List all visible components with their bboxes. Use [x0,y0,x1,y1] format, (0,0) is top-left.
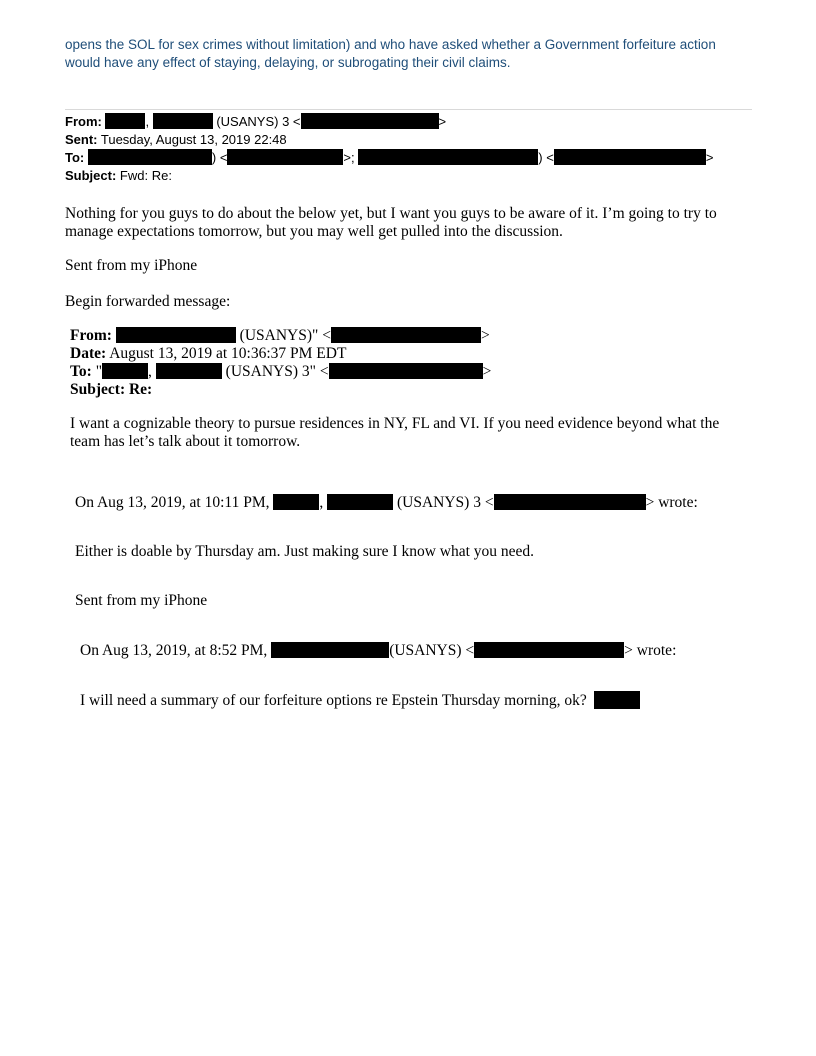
redaction [273,494,319,510]
redaction [271,642,389,658]
reply2-prefix: On Aug 13, 2019, at 8:52 PM, [80,642,268,659]
header-subject-row [65,167,172,185]
fwd-to-label: To: [70,363,92,380]
fwd-date-label: Date: [70,345,107,362]
subject-value: Fwd: Re: [119,168,172,183]
fwd-body-line-2: team has let’s talk about it tomorrow. [70,433,301,450]
from-label: From: [65,114,102,129]
reply1-sep: , [319,494,324,511]
body-line-1: Nothing for you guys to do about the below yet, but I want you guys to be aware of it. I’m going to try to [65,205,717,222]
header-to-row [65,149,713,167]
to-part-1: ) < [211,150,228,165]
redaction [474,642,624,658]
intro-line-2: would have any effect of staying, delaying, or subrogating their civil claims. [65,55,511,70]
body-line-2: manage expectations tomorrow, but you may well get pulled into the discussion. [65,223,563,240]
sent-value: Tuesday, August 13, 2019 22:48 [100,132,287,147]
redaction [594,691,640,709]
fwd-from-label: From: [70,327,112,344]
to-part-2: >; [343,150,355,165]
redaction [227,149,343,165]
redaction [329,363,483,379]
redaction [102,363,148,379]
redaction [327,494,393,510]
reply1-wrote: > wrote: [645,494,698,511]
fwd-to-suffix: (USANYS) 3" < [225,363,329,380]
from-sep: , [145,114,150,129]
header-from-row [65,113,446,131]
reply2-text: I will need a summary of our forfeiture options re Epstein Thursday morning, ok? [80,692,587,709]
fwd-from-end: > [480,327,490,344]
intro-line-1: opens the SOL for sex crimes without limitation) and who have asked whether a Government forfeiture action [65,37,716,52]
redaction [105,113,145,129]
begin-forwarded: Begin forwarded message: [65,293,231,310]
fwd-to-quote: " [95,363,103,380]
redaction [156,363,222,379]
reply1-header [75,494,698,512]
fwd-body-line-1: I want a cognizable theory to pursue residences in NY, FL and VI. If you need evidence beyond what the [70,415,720,432]
redaction [331,327,481,343]
reply2-suffix: (USANYS) < [389,642,475,659]
fwd-date-value: August 13, 2019 at 10:36:37 PM EDT [109,345,347,362]
fwd-subject-row [70,381,152,399]
redaction [153,113,213,129]
header-sent-row [65,131,287,149]
fwd-to-end: > [482,363,492,380]
fwd-subject-label: Subject: [70,381,126,398]
from-end: > [438,114,447,129]
reply1-prefix: On Aug 13, 2019, at 10:11 PM, [75,494,270,511]
reply1-text: Either is doable by Thursday am. Just making sure I know what you need. [75,543,535,560]
redaction [494,494,646,510]
reply2-header [80,642,676,660]
reply1-sent-from: Sent from my iPhone [75,592,208,609]
fwd-from-suffix: (USANYS)" < [239,327,331,344]
from-suffix: (USANYS) 3 < [216,114,301,129]
redaction [116,327,236,343]
fwd-to-sep: , [148,363,152,380]
redaction [554,149,706,165]
subject-label: Subject: [65,168,117,183]
fwd-subject-value: Re: [128,381,153,398]
fwd-from-row [70,327,490,345]
reply2-text-row [80,691,640,710]
header-divider [65,109,752,110]
sent-label: Sent: [65,132,98,147]
reply2-wrote: > wrote: [624,642,677,659]
to-label: To: [65,150,85,165]
to-end: > [705,150,714,165]
redaction [358,149,538,165]
sent-from-iphone: Sent from my iPhone [65,257,198,274]
to-part-3: ) < [538,150,554,165]
reply1-suffix: (USANYS) 3 < [396,494,494,511]
redaction [88,149,212,165]
fwd-date-row [70,345,346,363]
fwd-to-row [70,363,491,381]
redaction [301,113,439,129]
